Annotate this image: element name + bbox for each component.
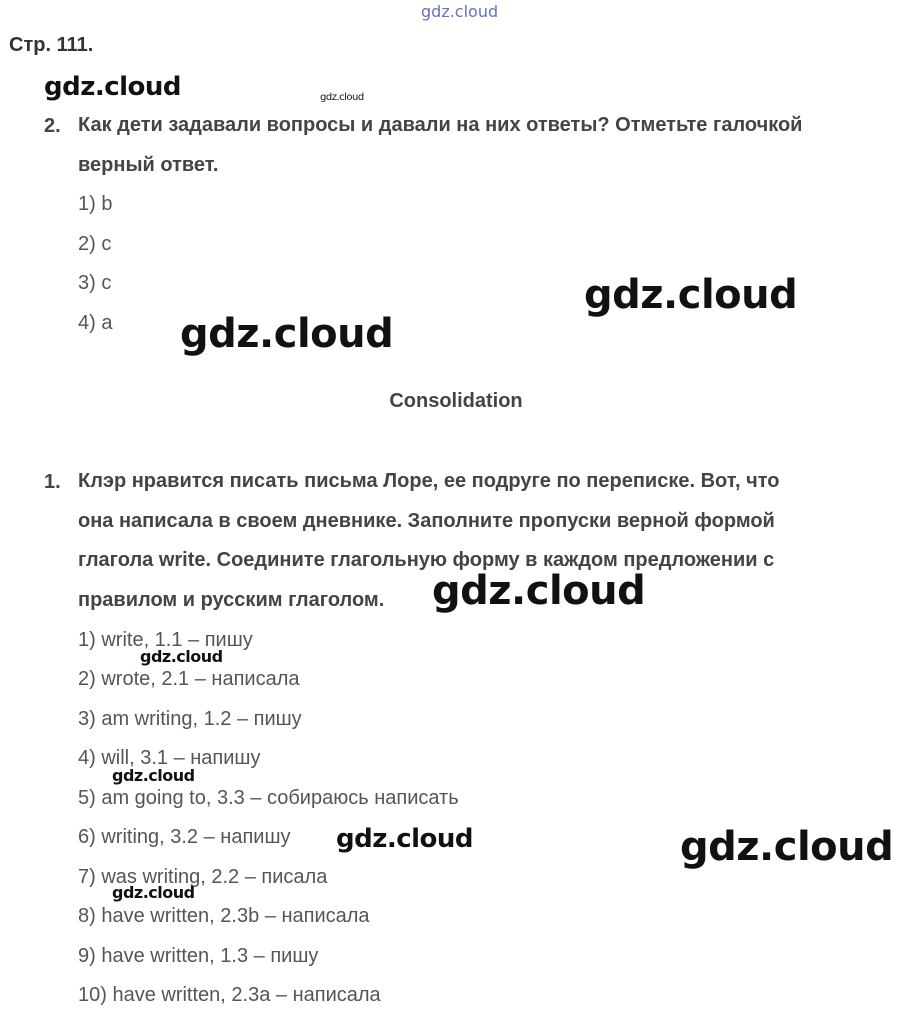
- watermark: gdz.cloud: [421, 2, 499, 21]
- question-line: она написала в своем дневнике. Заполните пропуски верной формой: [78, 509, 775, 532]
- answer-item: 4) a: [78, 312, 113, 334]
- answer-item: 2) wrote, 2.1 – написала: [78, 668, 300, 690]
- watermark: gdz.cloud: [432, 568, 646, 614]
- answer-item: 7) was writing, 2.2 – писала: [78, 866, 328, 888]
- watermark: gdz.cloud: [680, 824, 894, 870]
- answer-item: 3) am writing, 1.2 – пишу: [78, 708, 302, 730]
- question-line: верный ответ.: [78, 153, 219, 176]
- question-line: Как дети задавали вопросы и давали на них ответы? Отметьте галочкой: [78, 114, 803, 136]
- answer-item: 9) have written, 1.3 – пишу: [78, 945, 319, 967]
- answer-item: 3) c: [78, 272, 112, 294]
- answer-item: 1) b: [78, 193, 113, 215]
- answer-item: 4) will, 3.1 – напишу: [78, 747, 261, 769]
- answer-item: 10) have written, 2.3a – написала: [78, 984, 381, 1006]
- watermark: gdz.cloud: [44, 72, 182, 102]
- task-number: 2.: [44, 115, 61, 137]
- question-line: глагола write. Соедините глагольную форму в каждом предложении с: [78, 549, 775, 571]
- task-question: [78, 106, 908, 185]
- watermark: gdz.cloud: [584, 272, 798, 318]
- watermark: gdz.cloud: [320, 92, 364, 103]
- watermark: gdz.cloud: [180, 311, 394, 357]
- watermark: gdz.cloud: [140, 647, 223, 666]
- answer-item: 6) writing, 3.2 – напишу: [78, 826, 291, 848]
- question-line: Клэр нравится писать письма Лоре, ее подруге по переписке. Вот, что: [78, 470, 780, 492]
- section-heading: Consolidation: [389, 390, 523, 412]
- question-line: правилом и русским глаголом.: [78, 588, 385, 611]
- watermark: gdz.cloud: [112, 766, 195, 785]
- watermark: gdz.cloud: [336, 824, 474, 854]
- watermark: gdz.cloud: [112, 883, 195, 902]
- task-number: 1.: [44, 471, 61, 493]
- answer-item: 2) c: [78, 233, 112, 255]
- answer-item: 1) write, 1.1 – пишу: [78, 629, 253, 651]
- answer-item: 5) am going to, 3.3 – собираюсь написать: [78, 787, 459, 809]
- answer-item: 8) have written, 2.3b – написала: [78, 905, 370, 927]
- page-label: Стр. 111.: [9, 34, 94, 56]
